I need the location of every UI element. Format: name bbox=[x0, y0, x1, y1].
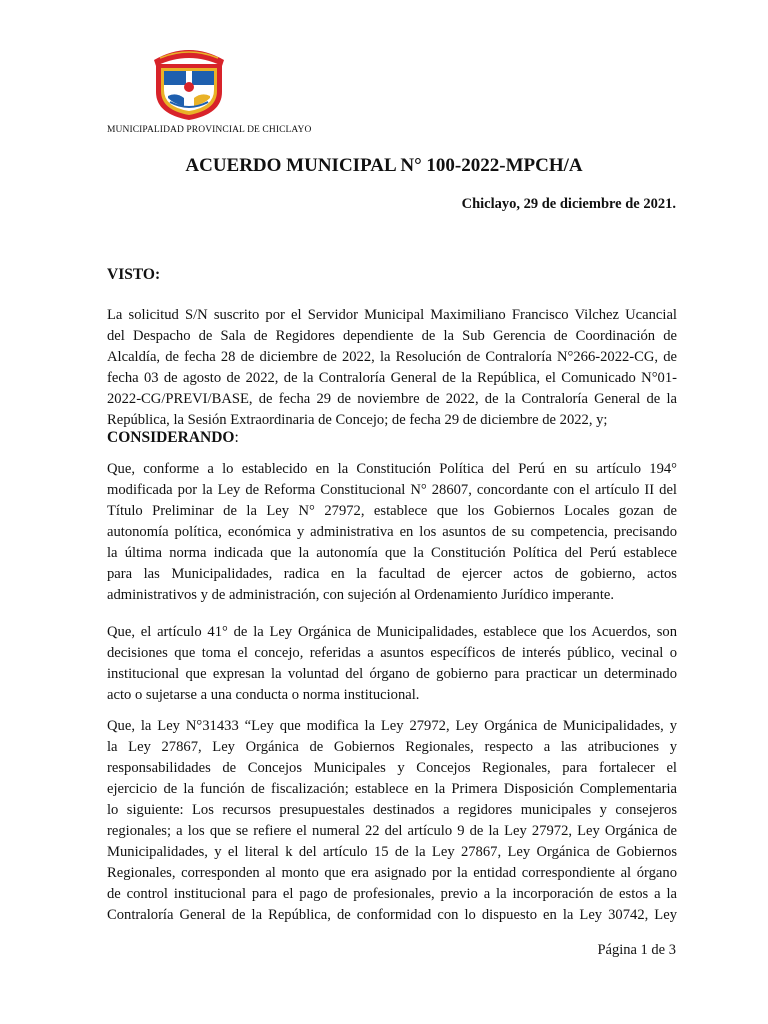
visto-paragraph bbox=[107, 305, 677, 431]
text-line: para las Municipalidades, radica en la facultad de ejercer actos de gobierno, actos bbox=[107, 566, 677, 582]
page-number: Página 1 de 3 bbox=[597, 942, 676, 958]
municipal-coat-of-arms-icon bbox=[148, 40, 230, 122]
document-date: Chiclayo, 29 de diciembre de 2021. bbox=[461, 196, 676, 212]
text-line: lo siguiente: Los recursos presupuestales destinados a regidores municipales y consejeros bbox=[107, 802, 677, 818]
document-title: ACUERDO MUNICIPAL N° 100-2022-MPCH/A bbox=[185, 155, 583, 176]
text-line: Título Preliminar de la Ley N° 27972, establece que los Gobiernos Locales gozan de bbox=[107, 503, 677, 519]
considerando-heading bbox=[107, 429, 239, 447]
text-line: administrativos y de administración, con sujeción al Ordenamiento Jurídico imperante. bbox=[107, 587, 614, 603]
considerando-heading-colon: : bbox=[234, 429, 239, 446]
text-line: La solicitud S/N suscrito por el Servidor Municipal Maximiliano Francisco Vilchez Ucancial bbox=[107, 307, 677, 323]
text-line: del Despacho de Sala de Regidores dependiente de la Sub Gerencia de Coordinación de bbox=[107, 328, 677, 344]
municipality-name: MUNICIPALIDAD PROVINCIAL DE CHICLAYO bbox=[107, 125, 312, 135]
text-line: Que, conforme a lo establecido en la Constitución Política del Perú en su artículo 194° bbox=[107, 461, 677, 477]
text-line: Que, la Ley N°31433 “Ley que modifica la Ley 27972, Ley Orgánica de Municipalidades, y bbox=[107, 718, 677, 734]
considerando-paragraph-3 bbox=[107, 716, 677, 926]
text-line: Regionales, corresponden al monto que era asignado por la entidad correspondiente al órgano bbox=[107, 865, 677, 881]
text-line: autonomía política, económica y administrativa en los asuntos de su competencia, precisando bbox=[107, 524, 677, 540]
text-line: 2022-CG/PREVI/BASE, de fecha 29 de noviembre de 2022, de la Contraloría General de la bbox=[107, 391, 677, 407]
text-line: fecha 03 de agosto de 2022, de la Contraloría General de la República, el Comunicado N°01- bbox=[107, 370, 677, 386]
text-line: de control institucional para el pago de profesionales, previo a la incorporación de estos a la bbox=[107, 886, 677, 902]
text-line: Que, el artículo 41° de la Ley Orgánica de Municipalidades, establece que los Acuerdos, son bbox=[107, 624, 677, 640]
considerando-paragraph-2 bbox=[107, 622, 677, 706]
text-line: Contraloría General de la República, de conformidad con lo dispuesto en la Ley 30742, Ley bbox=[107, 907, 677, 923]
text-line: institucional que expresan la voluntad del órgano de gobierno para practicar un determinado bbox=[107, 666, 677, 682]
text-line: la última norma indicada que la autonomía que la Constitución Política del Perú establece bbox=[107, 545, 677, 561]
text-line: decisiones que toma el concejo, referidas a asuntos específicos de interés público, vecinal o bbox=[107, 645, 677, 661]
text-line: la Ley 27867, Ley Orgánica de Gobiernos Regionales, respecto a las atribuciones y bbox=[107, 739, 677, 755]
considerando-heading-label: CONSIDERANDO bbox=[107, 429, 235, 446]
text-line: modificada por la Ley de Reforma Constitucional N° 28607, concordante con el artículo II del bbox=[107, 482, 677, 498]
text-line: Alcaldía, de fecha 28 de diciembre de 2022, la Resolución de Contraloría N°266-2022-CG, de bbox=[107, 349, 677, 365]
text-line: acto o sujetarse a una conducta o norma institucional. bbox=[107, 687, 420, 703]
considerando-paragraph-1 bbox=[107, 459, 677, 606]
visto-heading: VISTO: bbox=[107, 266, 161, 283]
text-line: ejercicio de la función de fiscalización; establece en la Primera Disposición Complementaria bbox=[107, 781, 677, 797]
text-line: República, la Sesión Extraordinaria de Concejo; de fecha 29 de diciembre de 2022, y; bbox=[107, 412, 608, 428]
text-line: responsabilidades de Concejos Municipales y Concejos Regionales, para fortalecer el bbox=[107, 760, 677, 776]
text-line: regionales; a los que se refiere el numeral 22 del artículo 9 de la Ley 27972, Ley Orgánica de bbox=[107, 823, 677, 839]
text-line: Municipalidades, y el literal k del artículo 15 de la Ley 27867, Ley Orgánica de Gobiernos bbox=[107, 844, 677, 860]
